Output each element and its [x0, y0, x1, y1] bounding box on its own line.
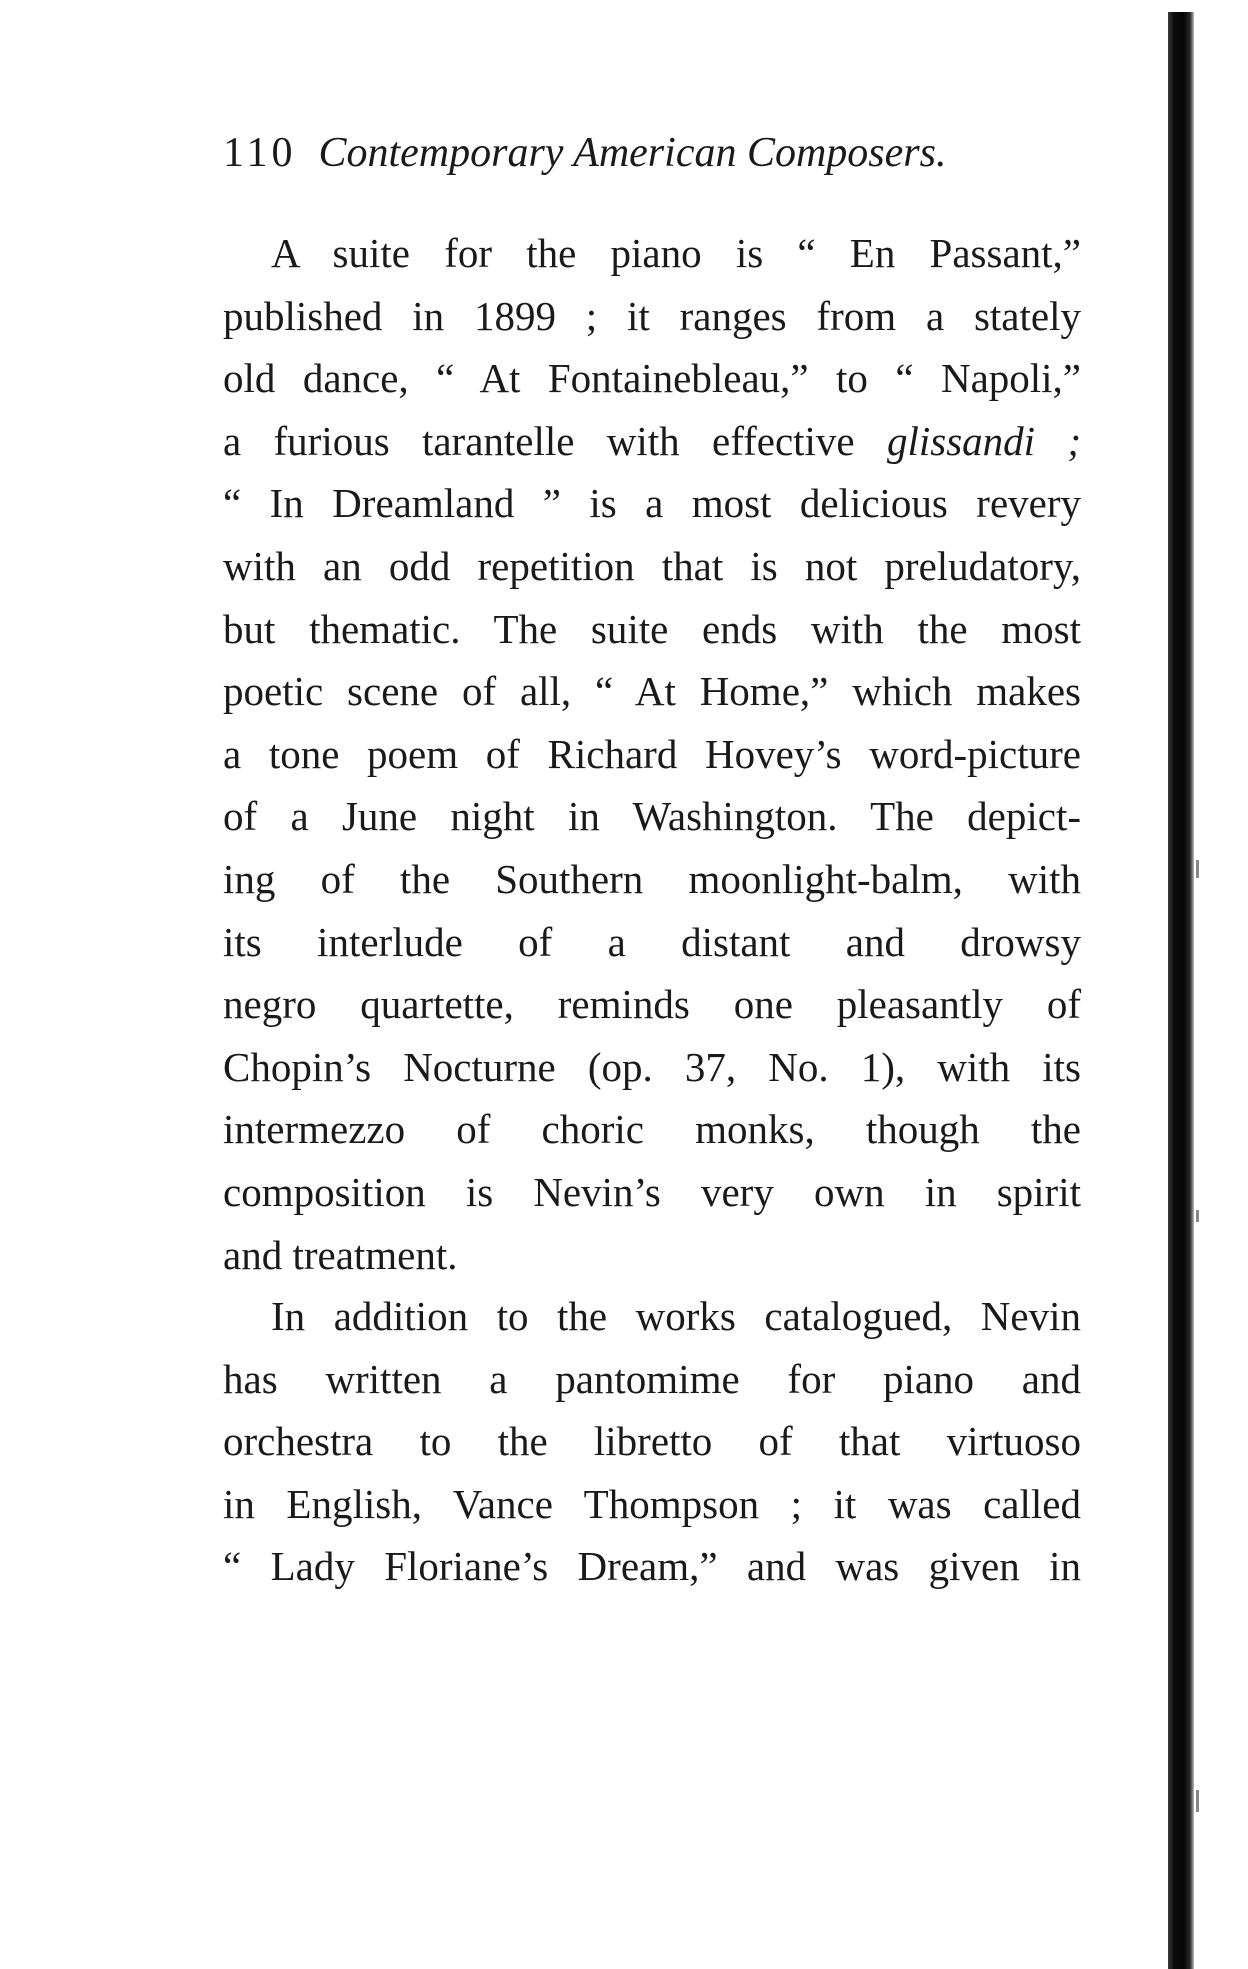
binding-speck	[1196, 860, 1199, 878]
text-fragment: a furious tarantelle with effective	[223, 417, 887, 464]
text-line: intermezzo of choric monks, though the	[223, 1106, 1081, 1153]
text-line: composition is Nevin’s very own in spirit	[223, 1168, 1081, 1215]
paragraph-en-passant	[223, 222, 1081, 1286]
text-line: but thematic. The suite ends with the most	[223, 605, 1081, 652]
text-line: with an odd repetition that is not preludatory,	[223, 542, 1081, 589]
text-line: in English, Vance Thompson ; it was called	[223, 1480, 1081, 1527]
italic-term: glissandi ;	[886, 417, 1082, 464]
binding-speck	[1196, 1790, 1199, 1812]
text-line: A suite for the piano is “ En Passant,”	[271, 230, 1081, 276]
book-binding-edge	[1168, 12, 1194, 1969]
running-head	[223, 128, 1083, 178]
text-line: old dance, “ At Fontainebleau,” to “ Napoli,”	[223, 355, 1081, 402]
text-line: ing of the Southern moonlight-balm, with	[223, 855, 1081, 902]
page-number: 110	[223, 130, 297, 176]
text-line: has written a pantomime for piano and	[223, 1355, 1081, 1402]
text-line: poetic scene of all, “ At Home,” which makes	[223, 668, 1081, 715]
text-line: Chopin’s Nocturne (op. 37, No. 1), with its	[223, 1043, 1081, 1090]
paragraph-pantomime	[223, 1285, 1081, 1598]
text-line: “ In Dreamland ” is a most delicious revery	[223, 480, 1081, 527]
text-line: and treatment.	[223, 1231, 458, 1278]
binding-speck	[1196, 1210, 1199, 1222]
text-line: a tone poem of Richard Hovey’s word-picture	[223, 730, 1081, 777]
text-line: of a June night in Washington. The depict-	[223, 793, 1081, 840]
text-line: negro quartette, reminds one pleasantly of	[223, 981, 1081, 1028]
running-title: Contemporary American Composers.	[318, 130, 947, 176]
text-line: orchestra to the libretto of that virtuoso	[223, 1418, 1081, 1465]
text-line: published in 1899 ; it ranges from a stately	[223, 292, 1081, 339]
text-line	[223, 410, 1081, 473]
text-line: “ Lady Floriane’s Dream,” and was given in	[223, 1543, 1081, 1590]
text-line: its interlude of a distant and drowsy	[223, 918, 1081, 965]
text-line: In addition to the works catalogued, Nevin	[271, 1293, 1081, 1339]
